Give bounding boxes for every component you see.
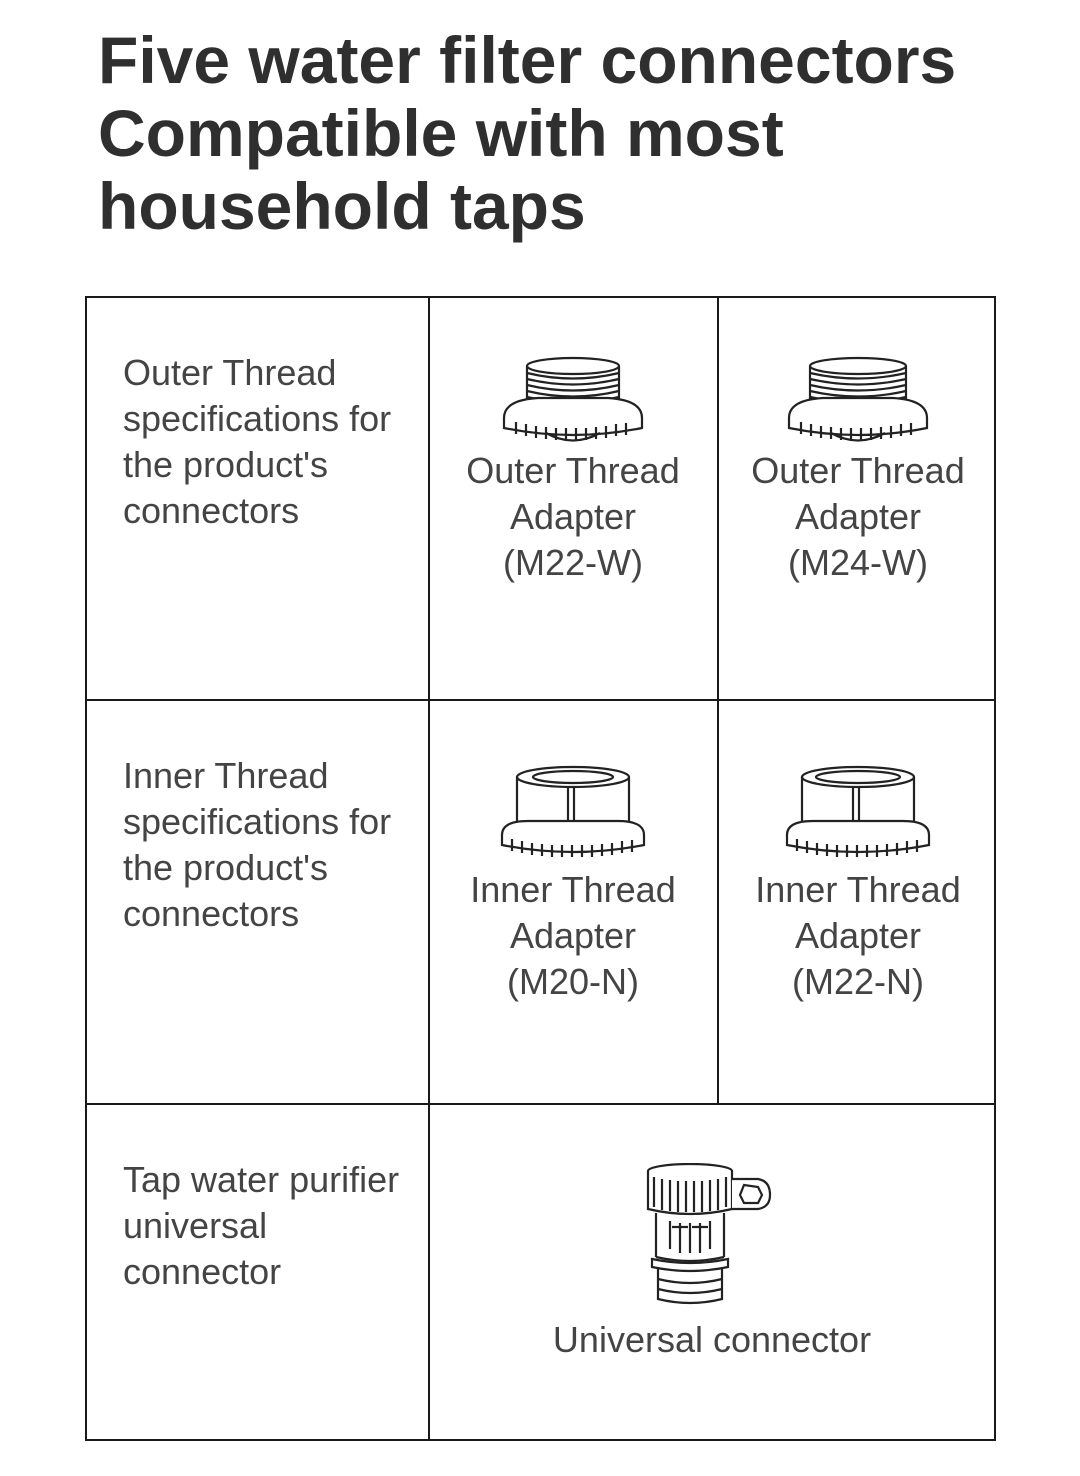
category-label: Inner Thread specifications for the product's connectors bbox=[123, 755, 392, 934]
universal-connector-icon bbox=[632, 1163, 792, 1309]
product-name: Inner Thread Adapter (M20-N) bbox=[470, 869, 676, 1002]
outer-thread-adapter-icon bbox=[783, 356, 933, 448]
product-name: Inner Thread Adapter (M22-N) bbox=[755, 869, 961, 1002]
product-name: Outer Thread Adapter (M22-W) bbox=[466, 450, 680, 583]
table-row-outer-thread bbox=[87, 298, 994, 699]
page-title bbox=[98, 24, 1018, 243]
outer-thread-adapter-icon bbox=[498, 356, 648, 448]
product-outer-m24w bbox=[718, 356, 998, 586]
title-line: Five water filter connectors bbox=[98, 23, 957, 97]
inner-thread-adapter-icon bbox=[498, 765, 648, 861]
product-inner-m20n bbox=[433, 765, 713, 1005]
category-label: Outer Thread specifications for the product's connectors bbox=[123, 352, 392, 531]
category-label: Tap water purifier universal connector bbox=[123, 1159, 400, 1292]
table-row-universal bbox=[87, 1105, 994, 1439]
product-name: Universal connector bbox=[552, 1319, 872, 1360]
product-outer-m22w bbox=[433, 356, 713, 586]
inner-thread-adapter-icon bbox=[783, 765, 933, 861]
product-name: Outer Thread Adapter (M24-W) bbox=[751, 450, 965, 583]
title-line: Compatible with most bbox=[98, 96, 784, 170]
table-row-inner-thread bbox=[87, 701, 994, 1103]
product-inner-m22n bbox=[718, 765, 998, 1005]
product-universal bbox=[430, 1163, 994, 1363]
title-line: household taps bbox=[98, 169, 586, 243]
connector-table bbox=[85, 296, 996, 1441]
